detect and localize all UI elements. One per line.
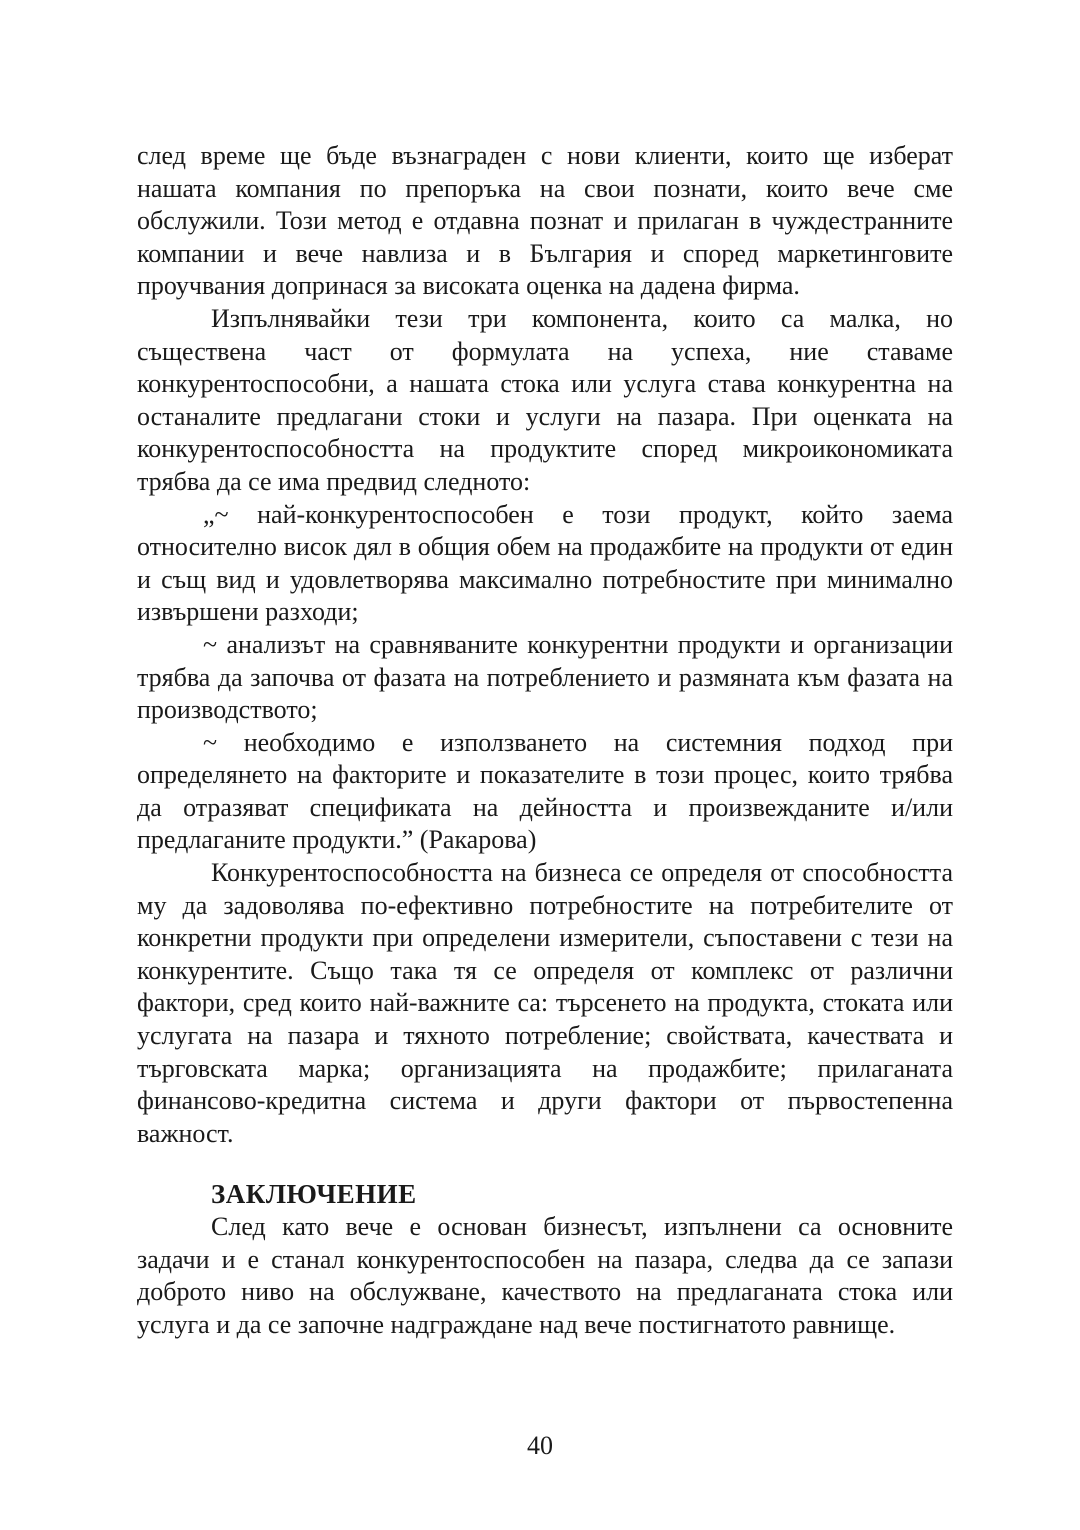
section-heading-conclusion: ЗАКЛЮЧЕНИЕ: [211, 1179, 417, 1210]
paragraph-three-components: Изпълнявайки тези три компонента, които са малка, но съществена част от формулата на успеха, ние ставаме конкурентоспособни, а нашата стока или услуга става конкурентна на останалите предлагани стоки и услуги на пазара. При оценката на конкурентоспособността на продуктите според микроикономиката трябва да се има предвид следното:: [137, 303, 953, 496]
page-number: 40: [527, 1431, 553, 1460]
paragraph-continuation: след време ще бъде възнаграден с нови клиенти, които ще изберат нашата компания по препоръка на свои познати, които вече сме обслужили. Този метод е отдавна познат и прилаган в чуждестранните компании и вече навлиза и в България и според маркетинговите проучвания допринася за високата оценка на дадена фирма.: [137, 141, 953, 301]
quote-item-system-approach: ~ необходимо е използването на системния подход при определянето на факторите и показателите в този процес, които трябва да отразяват спецификата на дейността и произвежданите и/или предлаганите продукти.” (Ракарова): [137, 727, 953, 855]
page-body: [137, 140, 953, 1341]
paragraph-conclusion: След като вече е основан бизнесът, изпълнени са основните задачи и е станал конкурентоспособен на пазара, следва да се запази доброто ниво на обслужване, качеството на предлаганата стока или услуга и да се започне надграждане над вече постигнатото равнище.: [137, 1212, 953, 1339]
quote-item-most-competitive: „~ най-конкурентоспособен е този продукт, който заема относително висок дял в общия обем на продажбите на продукти от един и същ вид и удовлетворява максимално потребностите при минимално извършени разходи;: [137, 499, 953, 627]
quote-item-analysis: ~ анализът на сравняваните конкурентни продукти и организации трябва да започва от фазата на потреблението и размяната към фазата на производството;: [137, 629, 953, 725]
paragraph-business-competitiveness: Конкурентоспособността на бизнеса се определя от способността му да задоволява по-ефективно потребностите на потребителите от конкретни продукти при определени измерители, съпоставени с тези на конкурентите. Също така тя се определя от комплекс от различни фактори, сред които най-важните са: търсенето на продукта, стоката или услугата на пазара и тяхното потребление; свойствата, качествата и търговската марка; организацията на продажбите; прилаганата финансово-кредитна система и други фактори от първостепенна важност.: [137, 858, 953, 1148]
